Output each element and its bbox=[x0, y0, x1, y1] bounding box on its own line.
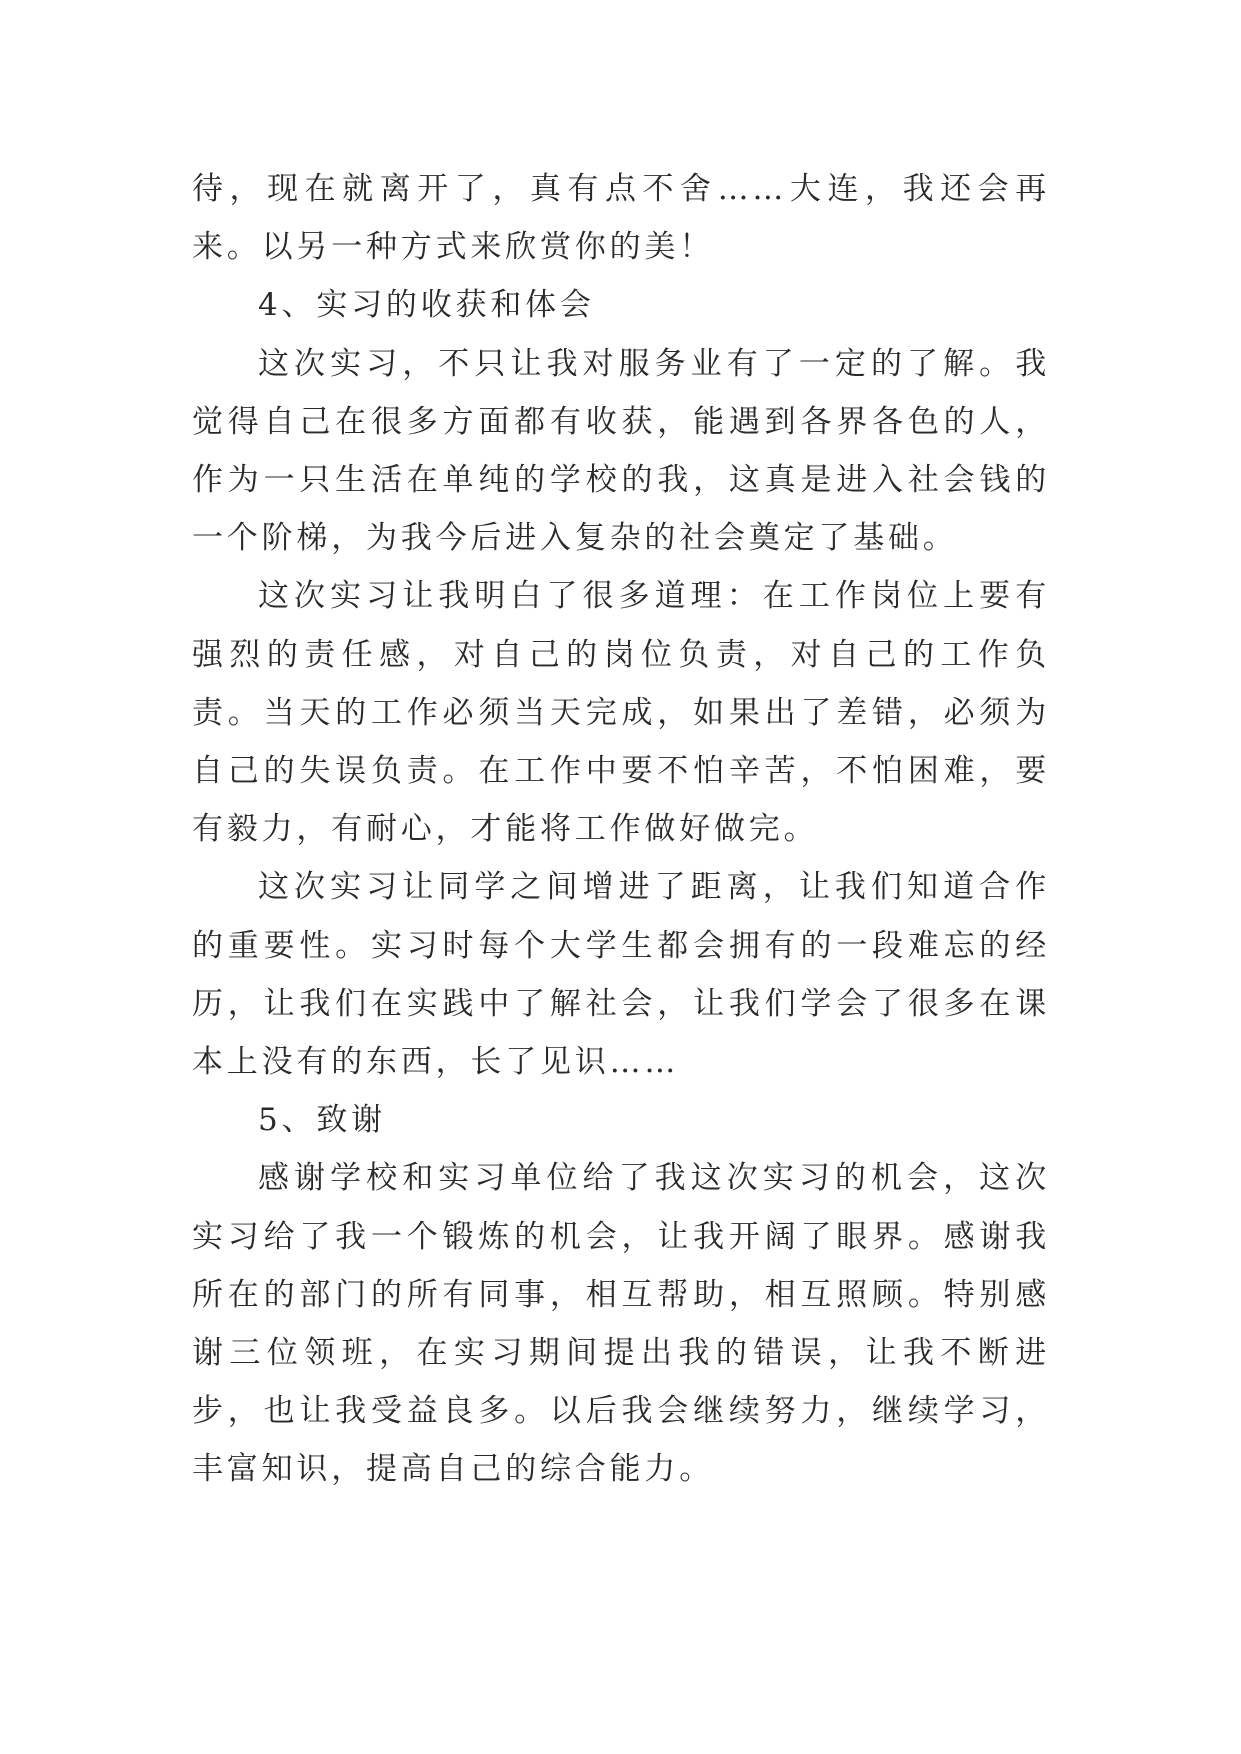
paragraph-continuation: 待，现在就离开了，真有点不舍……大连，我还会再来。以另一种方式来欣赏你的美！ bbox=[192, 171, 1050, 266]
paragraph-lessons: 这次实习让我明白了很多道理：在工作岗位上要有强烈的责任感，对自己的岗位负责，对自己的工作负责。当天的工作必须当天完成，如果出了差错，必须为自己的失误负责。在工作中要不怕辛苦，不怕困难，要有毅力，有耐心，才能将工作做好做完。 bbox=[192, 578, 1050, 848]
section-heading-4: 4、实习的收获和体会 bbox=[258, 287, 595, 324]
paragraph-teamwork: 这次实习让同学之间增进了距离，让我们知道合作的重要性。实习时每个大学生都会拥有的一段难忘的经历，让我们在实践中了解社会，让我们学会了很多在课本上没有的东西，长了见识…… bbox=[192, 869, 1050, 1081]
paragraph-thanks: 感谢学校和实习单位给了我这次实习的机会，这次实习给了我一个锻炼的机会，让我开阔了眼界。感谢我所在的部门的所有同事，相互帮助，相互照顾。特别感谢三位领班，在实习期间提出我的错误，让我不断进步，也让我受益良多。以后我会继续努力，继续学习，丰富知识，提高自己的综合能力。 bbox=[192, 1160, 1050, 1488]
paragraph-gains: 这次实习，不只让我对服务业有了一定的了解。我觉得自己在很多方面都有收获，能遇到各界各色的人，作为一只生活在单纯的学校的我，这真是进入社会钱的一个阶梯，为我今后进入复杂的社会奠定了基础。 bbox=[192, 345, 1050, 557]
section-heading-5: 5、致谢 bbox=[258, 1102, 386, 1139]
body-text bbox=[192, 160, 1050, 1499]
